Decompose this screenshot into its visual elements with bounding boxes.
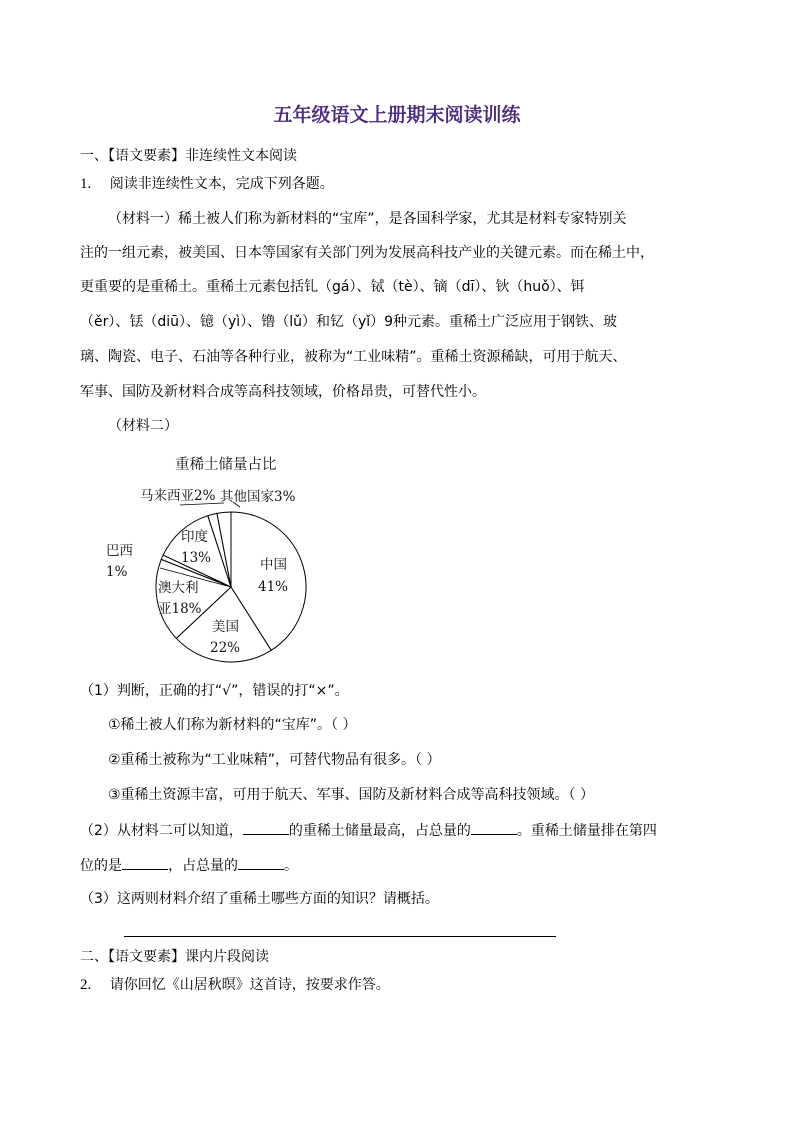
q2-text: 。 bbox=[284, 858, 298, 874]
question-text: 请你回忆《山居秋暝》这首诗，按要求作答。 bbox=[109, 977, 390, 993]
question-number: 2. bbox=[80, 977, 92, 993]
label-brazil-name: 巴西 bbox=[106, 543, 133, 559]
answer-blank[interactable] bbox=[122, 855, 168, 870]
material1-line: 注的一组元素，被美国、日本等国家有关部门列为发展高科技产业的关键元素。而在稀土中， bbox=[80, 245, 654, 261]
label-usa-name: 美国 bbox=[212, 619, 239, 635]
material2-label: （材料二） bbox=[108, 418, 178, 434]
q1-item: ①稀土被人们称为新材料的“宝库”。（ ） bbox=[108, 717, 357, 733]
q2-text: 。重稀土储量排在第四 bbox=[516, 823, 657, 839]
label-india-pct: 13% bbox=[181, 550, 212, 566]
q2-text: 位的是 bbox=[80, 858, 122, 874]
question-1 bbox=[80, 174, 334, 194]
q2-text: 的重稀土储量最高，占总量的 bbox=[288, 823, 471, 839]
q1-item: ③重稀土资源丰富，可用于航天、军事、国防及新材料合成等高科技领域。（ ） bbox=[108, 787, 594, 803]
q2-text: ，占总量的 bbox=[168, 858, 238, 874]
answer-blank[interactable] bbox=[238, 855, 284, 870]
label-china-pct: 41% bbox=[258, 579, 289, 595]
answer-blank[interactable] bbox=[471, 820, 517, 835]
label-australia-line1: 澳大利 bbox=[158, 580, 199, 596]
pie-chart bbox=[90, 445, 350, 670]
label-australia-line2: 亚18% bbox=[158, 601, 202, 617]
label-india-name: 印度 bbox=[181, 529, 208, 545]
question-number: 1. bbox=[80, 176, 92, 192]
label-china-name: 中国 bbox=[260, 557, 287, 573]
material1-line: （材料一）稀土被人们称为新材料的“宝库”，是各国科学家，尤其是材料专家特别关 bbox=[108, 211, 627, 227]
page-title: 五年级语文上册期末阅读训练 bbox=[273, 104, 521, 126]
q1-item: ②重稀土被称为“工业味精”，可替代物品有很多。（ ） bbox=[108, 752, 441, 768]
chart-title: 重稀土储量占比 bbox=[175, 457, 277, 473]
q2-line1 bbox=[80, 820, 657, 841]
material1-line: 更重要的是重稀土。重稀土元素包括钆（gá）、铽（tè）、镝（dī）、钬（huǒ）、铒 bbox=[80, 279, 585, 295]
answer-blank[interactable] bbox=[243, 820, 289, 835]
section1-heading: 一、【语文要素】非连续性文本阅读 bbox=[80, 148, 297, 164]
material1-line: 璃、陶瓷、电子、石油等各种行业，被称为“工业味精”。重稀土资源稀缺，可用于航天、 bbox=[80, 349, 627, 365]
q2-text: （2）从材料二可以知道， bbox=[80, 823, 243, 839]
q1-intro: （1）判断，正确的打“√”，错误的打“×”。 bbox=[80, 683, 349, 699]
label-usa-pct: 22% bbox=[210, 640, 241, 656]
material1-line: （ěr）、铥（diū）、镱（yì）、镥（lǔ）和钇（yǐ）9种元素。重稀土广泛应用于钢铁、玻 bbox=[80, 314, 618, 330]
question-text: 阅读非连续性文本，完成下列各题。 bbox=[109, 176, 334, 192]
label-brazil-pct: 1% bbox=[106, 564, 128, 580]
answer-line[interactable] bbox=[124, 936, 556, 937]
section2-heading: 二、【语文要素】课内片段阅读 bbox=[80, 949, 269, 965]
q3: （3）这两则材料介绍了重稀土哪些方面的知识？请概括。 bbox=[80, 891, 439, 907]
q2-line2 bbox=[80, 855, 298, 876]
label-malaysia: 马来西亚2% bbox=[140, 488, 216, 504]
label-other: 其他国家3% bbox=[220, 489, 296, 505]
question-2 bbox=[80, 975, 390, 995]
material1-line: 军事、国防及新材料合成等高科技领域，价格昂贵，可替代性小。 bbox=[80, 384, 486, 400]
